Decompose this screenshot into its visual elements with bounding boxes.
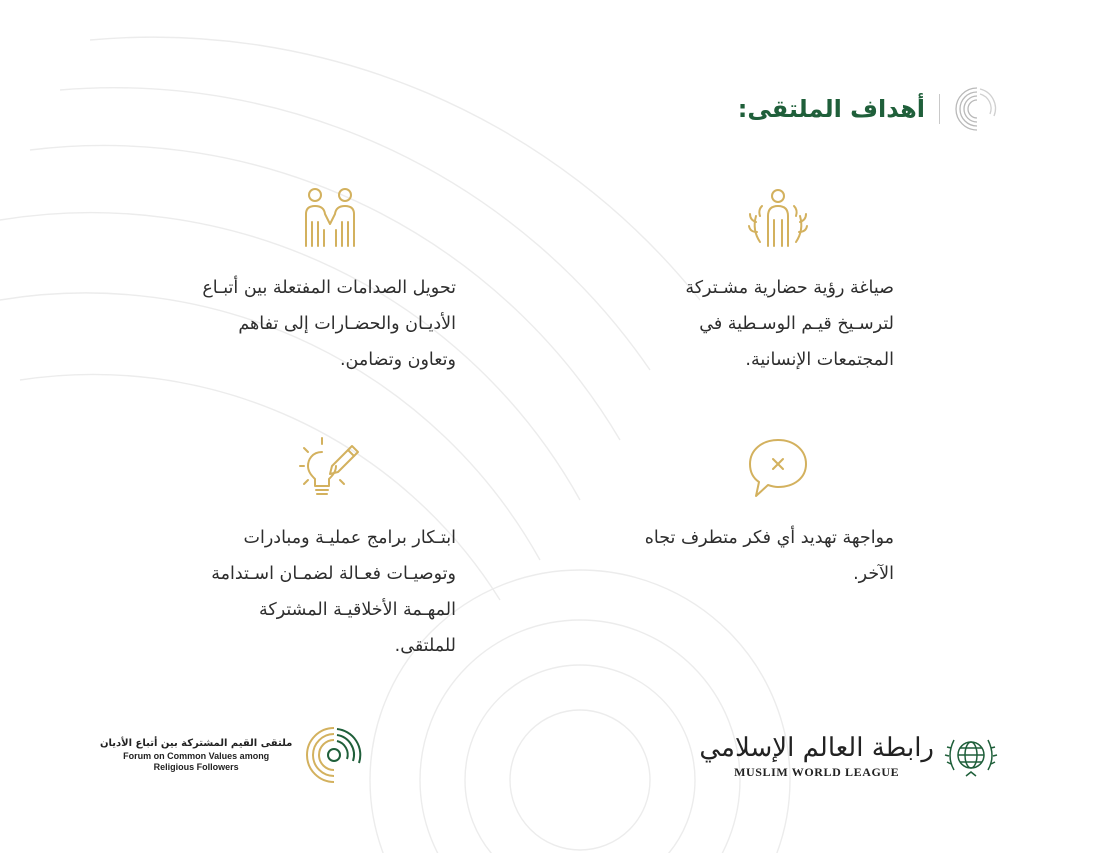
holding-hands-icon bbox=[298, 186, 362, 250]
forum-arabic-name: ملتقى القيم المشتركة بين أتباع الأديان bbox=[100, 738, 293, 749]
goal-text: تحويل الصدامات المفتعلة بين أتبـاع الأديـان والحضـارات إلى تفاهم وتعاون وتضامن. bbox=[202, 278, 456, 370]
title-bar bbox=[738, 86, 1000, 132]
lightbulb-pencil-icon bbox=[298, 436, 362, 500]
page-title: أهداف الملتقى: bbox=[737, 95, 925, 123]
people-laurel-icon bbox=[746, 186, 810, 250]
goal-text: مواجهة تهديد أي فكر متطرف تجاه الآخر. bbox=[644, 528, 894, 584]
goal-item bbox=[196, 186, 456, 376]
goal-item bbox=[196, 436, 456, 656]
forum-wordmark bbox=[100, 737, 292, 773]
goal-item bbox=[634, 186, 894, 376]
mwl-arabic-name: رابطة العالم الإسلامي bbox=[699, 732, 934, 763]
forum-english-name-line2: Religious Followers bbox=[153, 762, 239, 772]
goal-text: ابتـكار برامج عمليـة ومبادرات وتوصيـات فعـالة لضمـان اسـتدامة المهـمة الأخلاقيـة المشتركة للملتقى. bbox=[211, 528, 456, 656]
globe-laurel-icon bbox=[944, 728, 998, 782]
speech-bubble-x-icon bbox=[746, 436, 810, 500]
forum-english-name-line1: Forum on Common Values among bbox=[123, 751, 270, 761]
goal-item bbox=[634, 436, 894, 596]
forum-logo-icon bbox=[954, 86, 1000, 132]
goal-text: صياغة رؤية حضارية مشـتركة لترسـيخ قيـم الوسـطية في المجتمعات الإنسانية. bbox=[685, 278, 894, 370]
mwl-logo bbox=[699, 722, 998, 788]
mwl-english-name: MUSLIM WORLD LEAGUE bbox=[734, 764, 900, 779]
forum-logo bbox=[100, 722, 364, 788]
mwl-wordmark bbox=[699, 731, 934, 780]
title-separator bbox=[939, 94, 940, 124]
forum-rings-icon bbox=[304, 725, 364, 785]
